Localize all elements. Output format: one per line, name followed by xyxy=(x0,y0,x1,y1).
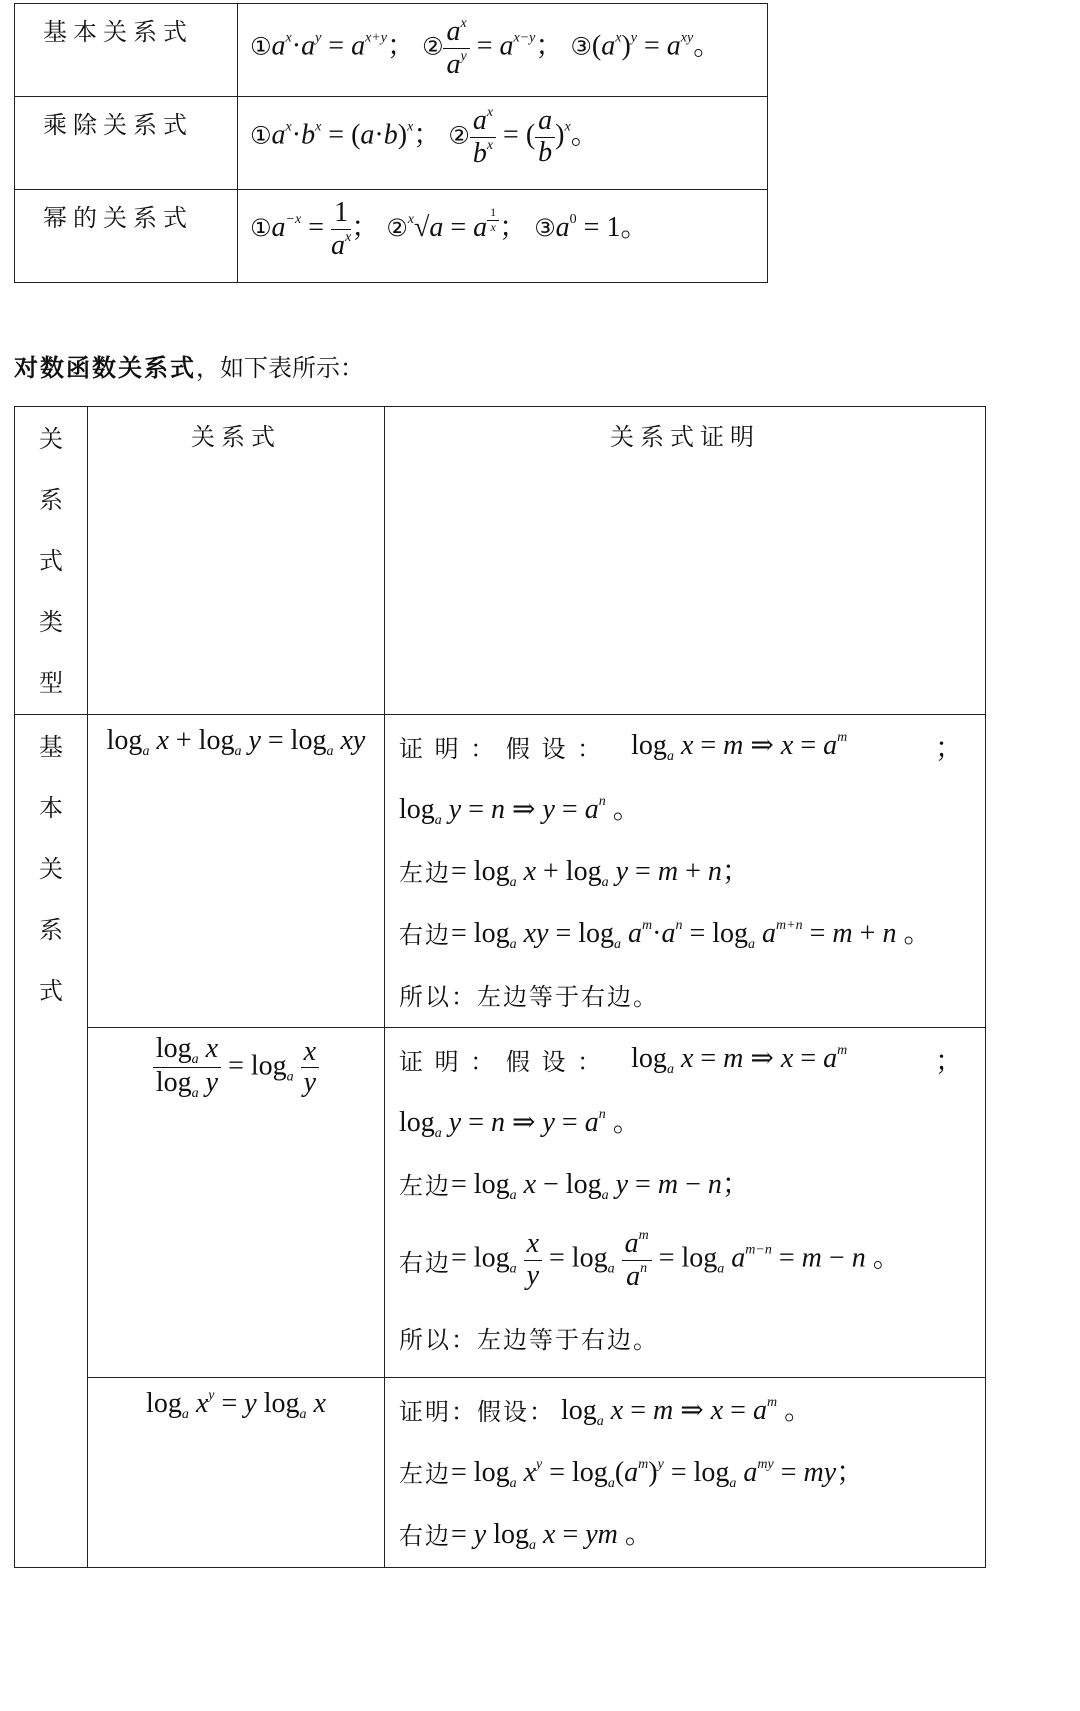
header-formula: 关系式 xyxy=(88,407,385,715)
row-label: 乘除关系式 xyxy=(15,97,238,190)
heading-bold: 对数函数关系式 xyxy=(14,353,196,382)
proof-product: 证 明 ： 假 设 ： $\log_a x = m$ ⇒ $x = a^m$ ； $\log_a y = n$ ⇒ $y = a^n$ 。 左边 = $\log_a x + \log_a y = m + n$； 右边 = $\log_a$ xy = $\log_a a^m\cdot a^n = \log_a a^{m+n} = m + n$ 。 所以：左边等于右边。 xyxy=(385,715,986,1028)
row-label: 幂的关系式 xyxy=(15,190,238,283)
header-type: 关 系 式 类 型 xyxy=(15,407,88,715)
formula-cell: $①a^{-x}$ = $\frac{1}{a^x}$ ； ②$^x$√a = a $^{\frac{1}{x}}$ ； $③a^0 = 1$。 xyxy=(238,190,768,283)
row-label: 基本关系式 xyxy=(15,4,238,97)
formula-quotient: $\frac{\log_a x}{\log_a y}$ = $\log_a$ $\frac{x}{y}$ xyxy=(88,1028,385,1378)
formula-power: $\log_a x^y = y$ $\log_a x$ xyxy=(88,1378,385,1568)
proof-power: 证明：假设： $\log_a x = m$ ⇒ $x = a^m$ 。 左边 = $\log_a x^y = \log_a(a^m)^y = \log_a a^{my}$ = my； 右边 = y $\log_a x$ = ym 。 xyxy=(385,1378,986,1568)
exponent-relation-table xyxy=(14,3,768,283)
group-label: 基 本 关 系 式 xyxy=(15,715,88,1568)
header-proof: 关系式证明 xyxy=(385,407,986,715)
log-relation-table xyxy=(14,406,986,1568)
log-section-heading xyxy=(14,348,364,383)
proof-quotient: 证 明 ： 假 设 ： $\log_a x = m$ ⇒ $x = a^m$ ； $\log_a y = n$ ⇒ $y = a^n$ 。 左边 = $\log_a x - \log_a y = m - n$； 右边 = $\log_a$ $\frac{x}{y}$ = $\log_a$ $\frac{a^m}{a^n}$ = $\log_a a^{m-n} = m - n$ 。 所以：左边等于右边。 xyxy=(385,1028,986,1378)
formula-cell: $①a^x\cdot b^x = (a\cdot b)^x$； ② $\frac{a^x}{b^x}$ = ( $\frac{a}{b}$ )$^x$。 xyxy=(238,97,768,190)
formula-cell: $①a^x\cdot a^y = a^{x+y}$； ② $\frac{a^x}{a^y}$ = $a^{x-y}$； $③(a^x)^y = a^{xy}$。 xyxy=(238,4,768,97)
heading-rest: ，如下表所示： xyxy=(196,354,364,382)
formula-product: $\log_a x + \log_a y = \log_a$ xy xyxy=(88,715,385,1028)
